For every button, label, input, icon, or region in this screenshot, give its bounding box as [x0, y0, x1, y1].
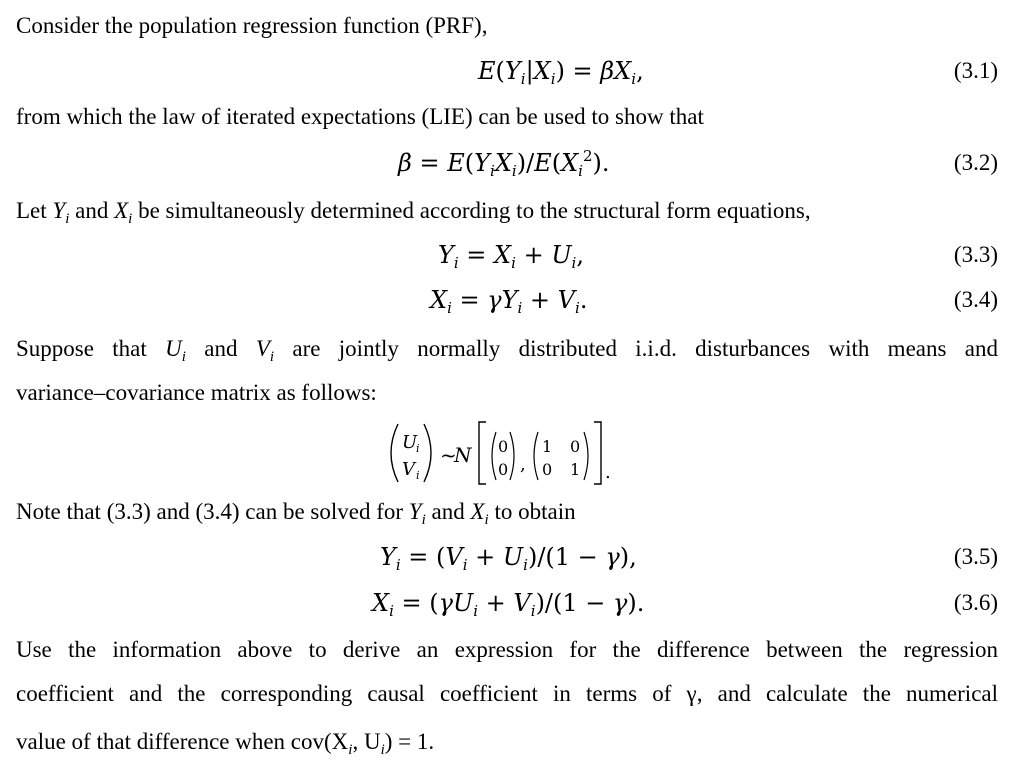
svg-text:.: . — [605, 462, 611, 483]
equation-beta: $\beta = E(Y_iX_i)/E(X_i^2)$. — [398, 147, 610, 180]
intro-sentence: Consider the population regression function (PRF), — [16, 13, 488, 38]
svg-text:0: 0 — [498, 460, 509, 479]
svg-text:0: 0 — [542, 460, 553, 479]
svg-text:i: i — [416, 469, 420, 482]
distribution-matrix — [380, 418, 670, 488]
equation-number: (3.6) — [953, 590, 998, 615]
equation-number: (3.2) — [953, 150, 998, 175]
disturbance-sentence: Suppose that $U_i$ and $V_i$ are jointly normally distributed i.i.d. disturbances with means and — [16, 336, 998, 365]
equation-number: (3.1) — [953, 58, 998, 83]
svg-text:N: N — [454, 443, 472, 467]
svg-text:0: 0 — [570, 437, 581, 456]
equation-prf: $E(Y_i|X_i) = \beta X_i$, — [478, 57, 644, 88]
question-line-1: Use the information above to derive an expression for the difference between the regression — [16, 637, 998, 662]
svg-text:V: V — [402, 459, 415, 480]
equation-x-structural: $X_i = \gamma Y_i + V_i$. — [430, 286, 588, 317]
equation-number: (3.5) — [953, 544, 998, 569]
svg-text:1: 1 — [570, 460, 581, 479]
lie-sentence: from which the law of iterated expectations (LIE) can be used to show that — [16, 104, 704, 129]
equation-number: (3.3) — [953, 242, 998, 267]
svg-text:U: U — [402, 432, 418, 453]
question-line-3: value of that difference when $cov(X_i$, $U_i) = 1$. — [16, 729, 435, 758]
svg-text:~: ~ — [440, 443, 457, 467]
equation-y-reduced: $Y_i = (V_i + U_i)/(1 - \gamma)$, — [380, 543, 637, 574]
equation-number: (3.4) — [953, 287, 998, 312]
structural-sentence: Let $Y_i$ and $X_i$ be simultaneously determined according to the structural form equations, — [16, 198, 811, 227]
question-line-2: coefficient and the corresponding causal coefficient in terms of γ, and calculate the numerical — [16, 681, 998, 706]
svg-text:0: 0 — [498, 437, 509, 456]
equation-y-structural: $Y_i = X_i + U_i$, — [438, 241, 584, 272]
covariance-sentence: variance–covariance matrix as follows: — [16, 380, 377, 405]
svg-text:1: 1 — [542, 437, 553, 456]
svg-text:i: i — [416, 442, 420, 455]
svg-text:,: , — [520, 454, 526, 475]
equation-x-reduced: $X_i = (\gamma U_i + V_i)/(1 - \gamma)$. — [372, 589, 645, 620]
solve-sentence: Note that (3.3) and (3.4) can be solved for $Y_i$ and $X_i$ to obtain — [16, 499, 576, 528]
